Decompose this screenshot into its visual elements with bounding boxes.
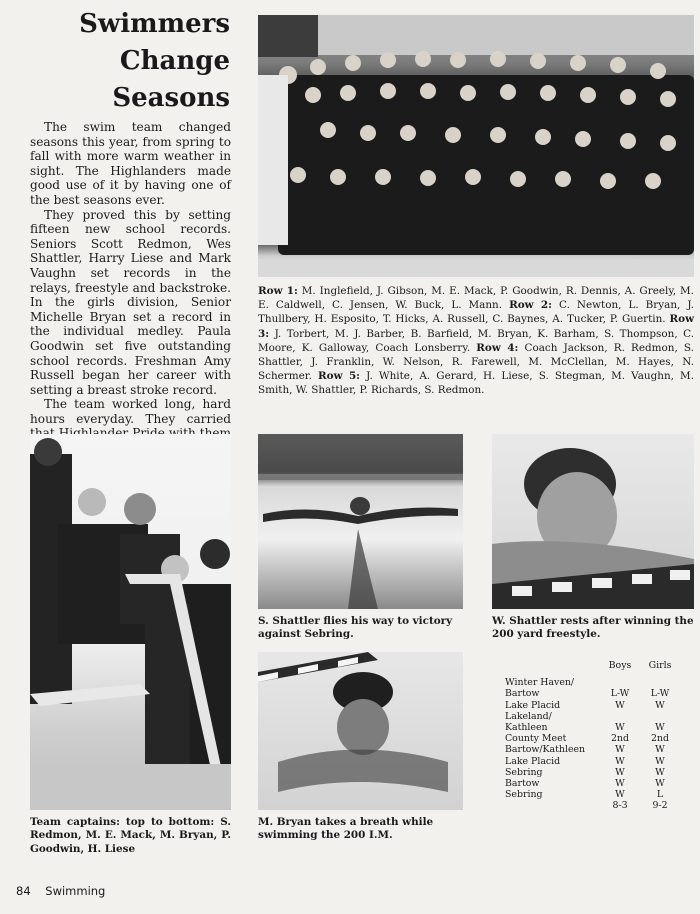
section-name: Swimming bbox=[45, 884, 106, 898]
captains-photo-graphic bbox=[30, 434, 231, 810]
intro-paragraph: The team worked long, hard hours everyday. They carried bbox=[30, 397, 231, 426]
header-cell: Boys bbox=[608, 660, 632, 671]
boys-cell: L-W bbox=[610, 688, 630, 700]
table-row bbox=[505, 756, 680, 767]
girls-total-cell: 9-2 bbox=[652, 800, 668, 812]
rests-photo bbox=[492, 434, 694, 609]
row-label: Row 4: bbox=[476, 341, 519, 354]
table-row bbox=[505, 789, 680, 800]
captains-caption: Team captains: top to bottom: S. Redmon, M. E. Mack, M. Bryan, P. Goodwin, H. Liese bbox=[30, 816, 231, 855]
opponent-cell: Lake Placid bbox=[505, 699, 561, 711]
boys-cell: W bbox=[615, 699, 625, 711]
rests-photo-graphic bbox=[492, 434, 694, 609]
boys-total-cell: 8-3 bbox=[612, 800, 628, 812]
opponent-cell: Sebring bbox=[505, 766, 543, 778]
captains-photo bbox=[30, 434, 231, 810]
boys-cell: W bbox=[615, 722, 625, 734]
table-row bbox=[505, 722, 680, 733]
girls-cell: W bbox=[655, 766, 665, 778]
team-photo bbox=[258, 15, 694, 277]
table-row bbox=[505, 767, 680, 778]
title-line: Swimmers bbox=[79, 9, 230, 39]
title-line: Seasons bbox=[112, 83, 230, 113]
boys-cell: W bbox=[615, 789, 625, 801]
table-row bbox=[505, 711, 680, 722]
team-photo-graphic bbox=[258, 15, 694, 277]
opponent-cell: Sebring bbox=[505, 789, 543, 801]
breath-caption: M. Bryan takes a breath while swimming the 200 I.M. bbox=[258, 816, 434, 842]
row-names: Coach Jackson, R. Redmon, S. Shattler, J. Franklin, W. Nelson, R. Farewell, M. McClellan, M. Hayes, N. Schermer. bbox=[258, 341, 694, 383]
girls-cell bbox=[640, 677, 680, 688]
intro-article bbox=[30, 120, 231, 456]
table-row bbox=[505, 744, 680, 755]
girls-cell: W bbox=[655, 699, 665, 711]
row-names: C. Newton, L. Bryan, J. Thullbery, H. Esposito, T. Hicks, A. Russell, C. Baynes, A. Tucker, P. Guertin. bbox=[258, 299, 694, 326]
butterfly-photo bbox=[258, 434, 463, 609]
girls-cell bbox=[640, 711, 680, 722]
butterfly-photo-graphic bbox=[258, 434, 463, 609]
table-row bbox=[505, 688, 680, 699]
season-record-table bbox=[505, 660, 680, 812]
girls-cell: 2nd bbox=[650, 733, 669, 745]
table-row-totals bbox=[505, 800, 680, 811]
team-photo-caption bbox=[258, 284, 694, 398]
table-header bbox=[505, 660, 680, 671]
opponent-cell: County Meet bbox=[505, 733, 567, 745]
boys-cell: 2nd bbox=[610, 733, 629, 745]
title-line: Change bbox=[119, 46, 230, 76]
table-row bbox=[505, 778, 680, 789]
header-cell bbox=[505, 660, 600, 671]
girls-cell: W bbox=[655, 755, 665, 767]
boys-cell: W bbox=[615, 766, 625, 778]
opponent-cell: Bartow bbox=[505, 778, 540, 790]
page-footer bbox=[16, 884, 105, 898]
rests-caption: W. Shattler rests after winning the 200 yard freestyle. bbox=[492, 615, 694, 641]
opponent-cell: Lake Placid bbox=[505, 755, 561, 767]
boys-cell: W bbox=[615, 755, 625, 767]
row-label: Row 5: bbox=[318, 370, 361, 383]
header-cell: Girls bbox=[648, 660, 672, 671]
table-row bbox=[505, 733, 680, 744]
opponent-cell: Bartow bbox=[505, 688, 540, 700]
opponent-cell: Lakeland/ bbox=[505, 710, 552, 722]
table-row bbox=[505, 700, 680, 711]
boys-cell: W bbox=[615, 744, 625, 756]
girls-cell: L-W bbox=[650, 688, 670, 700]
row-label: Row 2: bbox=[509, 299, 552, 312]
page-title bbox=[79, 6, 230, 117]
breath-photo bbox=[258, 652, 463, 810]
girls-cell: L bbox=[656, 789, 664, 801]
girls-cell: W bbox=[655, 744, 665, 756]
girls-cell: W bbox=[655, 722, 665, 734]
intro-paragraph: The swim team changed seasons this year, from spring to fall with more warm weather in sight. The Highlanders made good use of it by having one of the best seasons ever. bbox=[30, 120, 231, 207]
page-number: 84 bbox=[16, 884, 31, 898]
boys-cell bbox=[600, 711, 640, 722]
opponent-cell: Winter Haven/ bbox=[505, 677, 575, 689]
opponent-cell: Bartow/Kathleen bbox=[505, 744, 586, 756]
row-names: J. Torbert, M. J. Barber, B. Barfield, M. Bryan, K. Barham, S. Thompson, C. Moore, K. Galloway, Coach Lonsberry. bbox=[258, 327, 694, 354]
breath-photo-graphic bbox=[258, 652, 463, 810]
row-names: J. White, A. Gerard, H. Liese, S. Stegman, M. Vaughn, M. Smith, W. Shattler, P. Richards, S. Redmon. bbox=[258, 370, 694, 397]
season-record bbox=[505, 660, 680, 812]
girls-cell: W bbox=[655, 778, 665, 790]
opponent-cell bbox=[505, 800, 600, 811]
row-label: Row 3: bbox=[258, 313, 695, 340]
intro-paragraph: They proved this by setting fifteen new school records. Seniors Scott Redmon, Wes Shattler, Harry Liese and Mark Vaughn set records in the relays, freestyle and backstroke. In the girls division, Senior Michelle Bryan set a record in the individual medley. Paula Goodwin set five outstanding school records. Freshman Amy Russell began her career with setting a breast stroke record. bbox=[30, 207, 231, 397]
table-row bbox=[505, 677, 680, 688]
boys-cell bbox=[600, 677, 640, 688]
row-label: Row 1: bbox=[258, 285, 298, 297]
butterfly-caption: S. Shattler flies his way to victory against Sebring. bbox=[258, 615, 453, 641]
boys-cell: W bbox=[615, 778, 625, 790]
opponent-cell: Kathleen bbox=[505, 722, 548, 734]
row-names: M. Inglefield, J. Gibson, M. E. Mack, P. Goodwin, R. Dennis, A. Greely, M. E. Caldwell, C. Jensen, W. Buck, L. Mann. bbox=[258, 285, 694, 312]
